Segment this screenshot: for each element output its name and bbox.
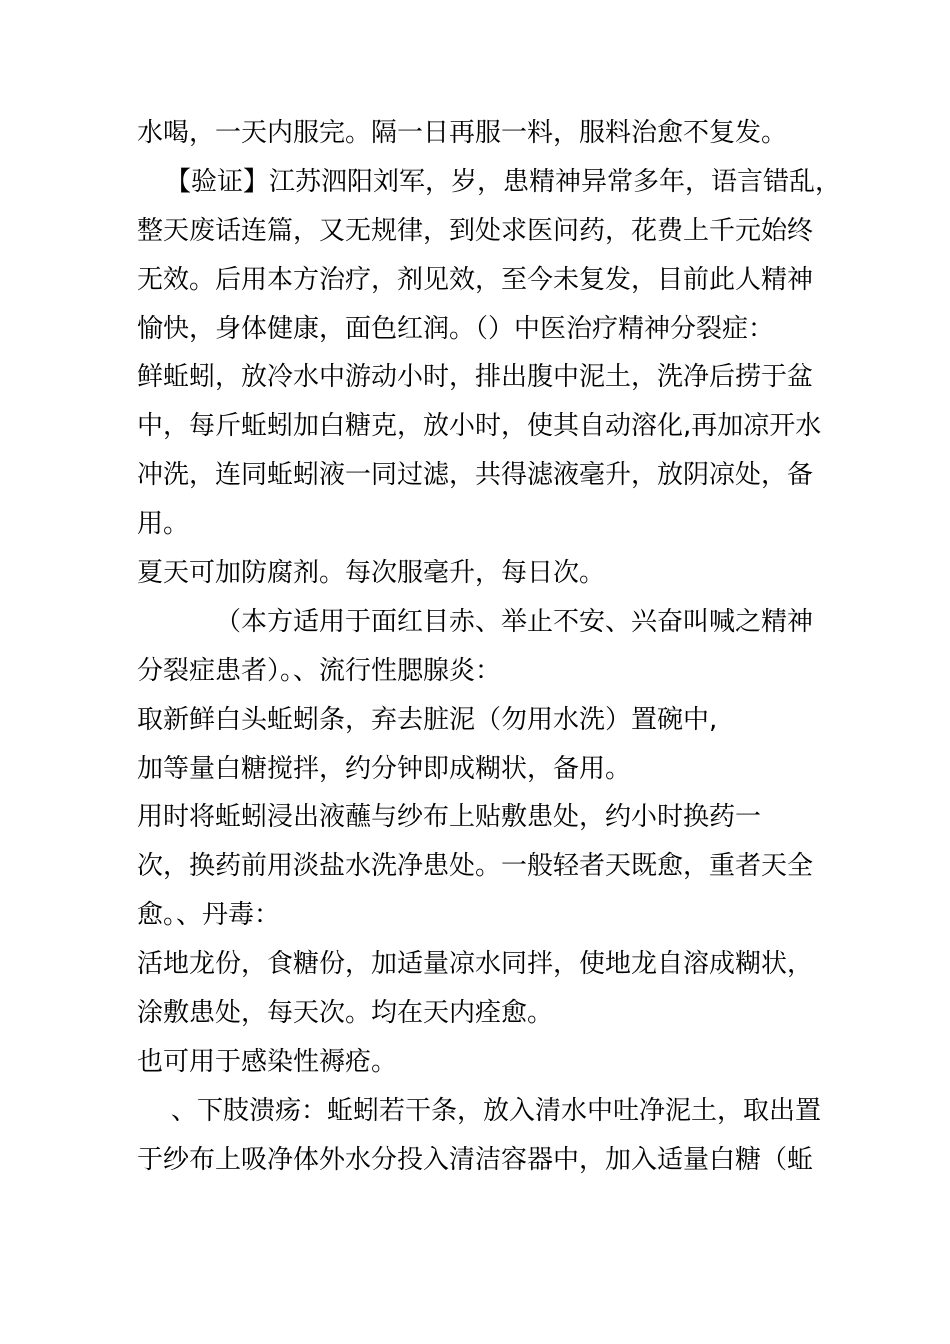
text-line: 加等量白糖搅拌，约分钟即成糊状，备用。	[137, 753, 632, 784]
text-line: 也可用于感染性褥疮。	[137, 1046, 398, 1077]
text-line: 冲洗，连同蚯蚓液一同过滤，共得滤液毫升，放阴凉处，备	[137, 460, 814, 491]
text-line: （本方适用于面红目赤、举止不安、兴奋叫喊之精神	[215, 606, 814, 637]
text-line: 无效。后用本方治疗，剂见效，至今未复发，目前此人精神	[137, 264, 814, 295]
text-line: 愈。、丹毒：	[137, 900, 281, 931]
text-line: 夏天可加防腐剂。每次服毫升，每日次。	[137, 558, 606, 589]
text-line: 中，每斤蚯蚓加白糖克，放小时，使其自动溶化,再加凉开水	[137, 411, 822, 442]
text-line: 用时将蚯蚓浸出液蘸与纱布上贴敷患处，约小时换药一	[137, 802, 762, 833]
text-line: 次，换药前用淡盐水洗净患处。一般轻者天既愈，重者天全	[137, 851, 814, 882]
text-line: 水喝，一天内服完。隔一日再服一料，服料治愈不复发。	[137, 118, 788, 148]
text-line: 鲜蚯蚓，放冷水中游动小时，排出腹中泥土，洗净后捞于盆	[137, 362, 814, 393]
text-line: 分裂症患者）。、流行性腮腺炎：	[137, 655, 502, 686]
text-line: 【验证】江苏泗阳刘军，岁，患精神异常多年，语言错乱，	[165, 166, 842, 197]
document-body	[137, 109, 842, 1185]
text-line: 愉快，身体健康，面色红润。（）中医治疗精神分裂症：	[137, 313, 775, 344]
text-line: 整天废话连篇，又无规律，到处求医问药，花费上千元始终	[137, 215, 814, 246]
text-line: 活地龙份，食糖份，加适量凉水同拌，使地龙自溶成糊状，	[137, 949, 814, 980]
text-line: 用。	[137, 509, 190, 540]
text-line: 取新鲜白头蚯蚓条，弃去脏泥（勿用水洗）置碗中,	[137, 704, 718, 735]
text-line: 于纱布上吸净体外水分投入清洁容器中，加入适量白糖（蚯	[137, 1144, 814, 1175]
text-line: 涂敷患处，每天次。均在天内痊愈。	[137, 998, 554, 1029]
text-line: 、下肢溃疡：蚯蚓若干条，放入清水中吐净泥土，取出置	[171, 1095, 822, 1126]
